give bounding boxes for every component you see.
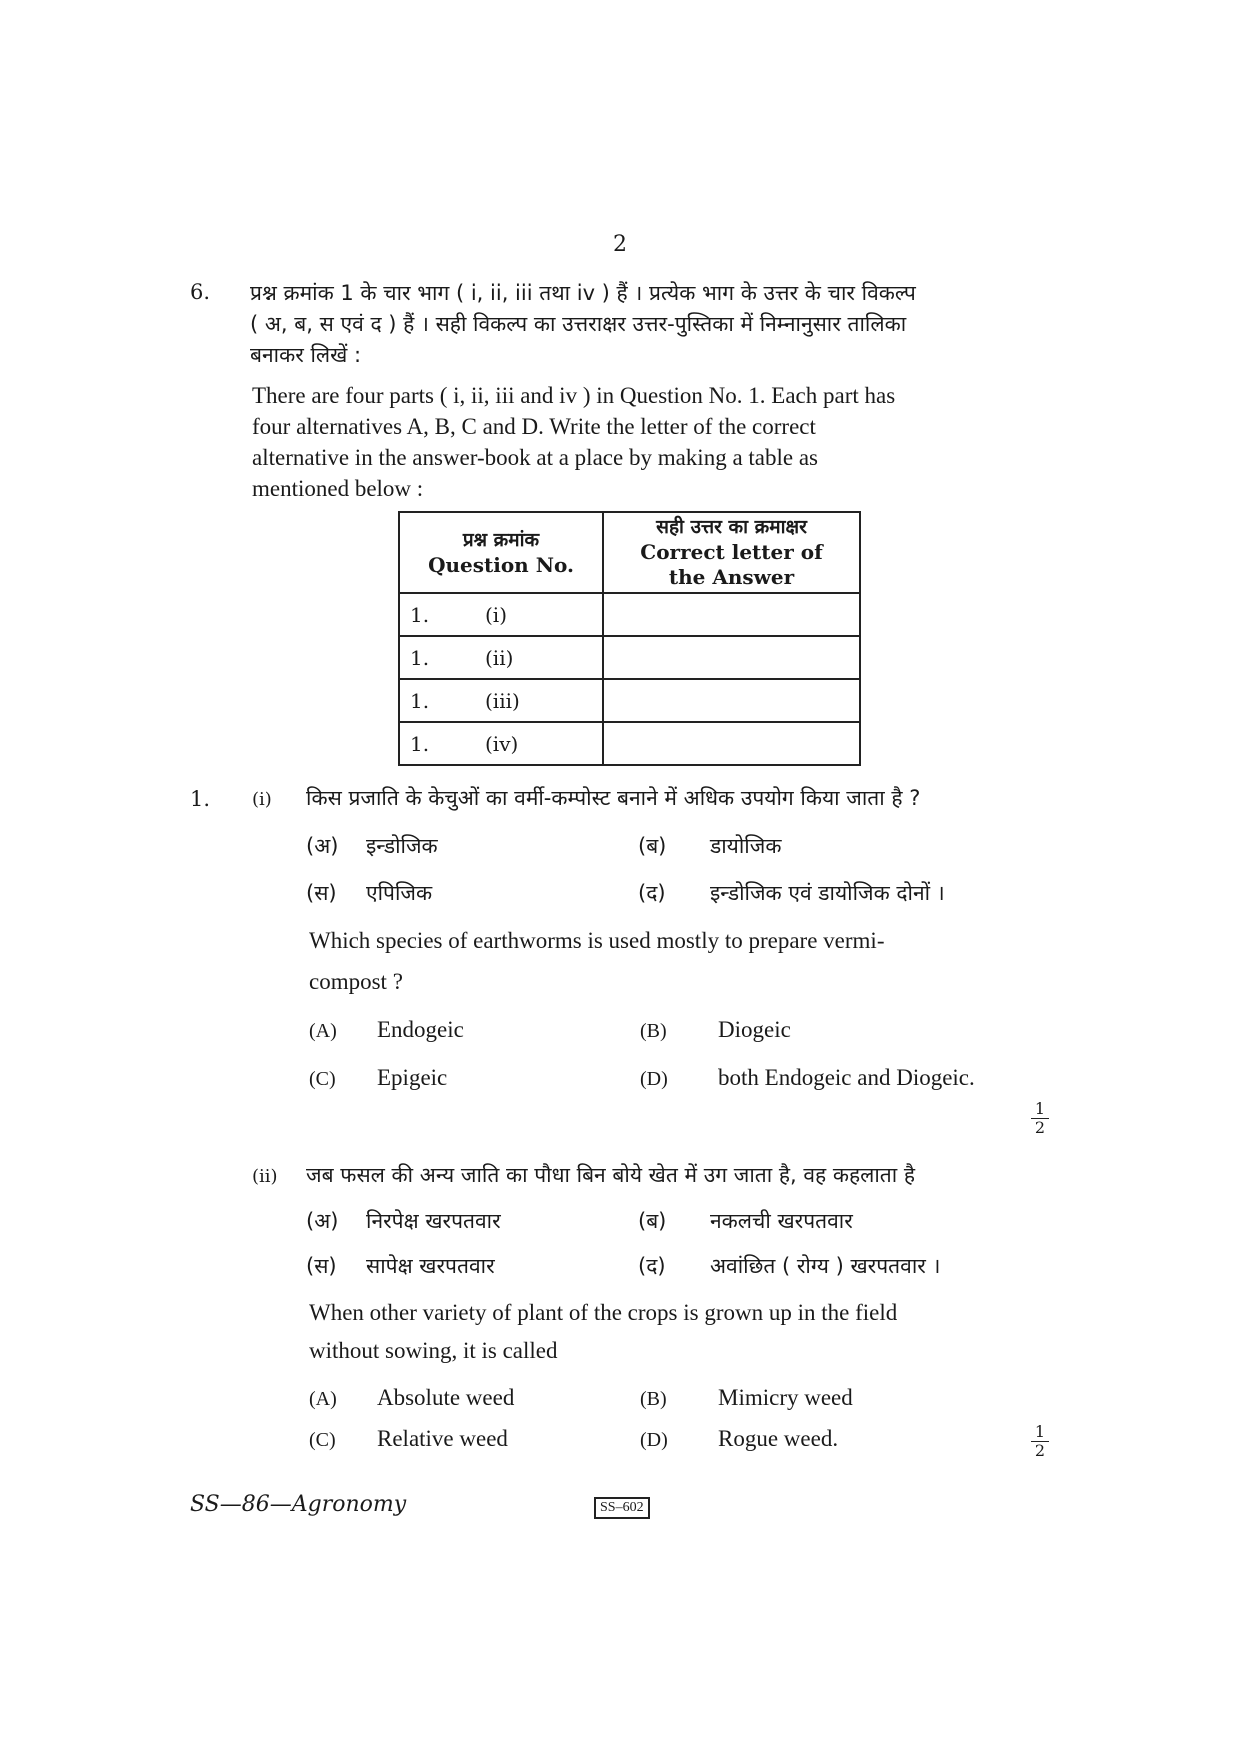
option-text: both Endogeic and Diogeic. <box>718 1065 975 1090</box>
option-label: (स) <box>306 1254 337 1278</box>
option-d-english <box>640 1065 975 1091</box>
table-cell-question <box>399 636 603 679</box>
part-label: (i) <box>252 789 272 810</box>
marks-fraction <box>1031 1423 1049 1460</box>
option-label: (C) <box>309 1068 336 1090</box>
table-row <box>399 679 860 722</box>
header-hindi: सही उत्तर का क्रमाक्षर <box>656 516 807 538</box>
option-c-english <box>309 1065 447 1091</box>
option-text: इन्डोजिक <box>366 834 438 858</box>
instruction-english-line: mentioned below : <box>252 476 424 501</box>
option-text: निरपेक्ष खरपतवार <box>366 1209 501 1233</box>
option-c-hindi <box>306 1252 495 1280</box>
header-english: Question No. <box>428 552 574 577</box>
table-header-question <box>399 512 603 593</box>
header-hindi: प्रश्न क्रमांक <box>462 528 540 551</box>
instruction-english-line: There are four parts ( i, ii, iii and iv ) in Question No. 1. Each part has <box>252 383 896 408</box>
row-num: 1. <box>410 645 430 670</box>
question-english-text: When other variety of plant of the crops is grown up in the field <box>309 1300 898 1325</box>
marks-denominator: 2 <box>1031 1441 1049 1460</box>
instruction-hindi-line: ( अ, ब, स एवं द ) हैं । सही विकल्प का उत्तराक्षर उत्तर-पुस्तिका में निम्नानुसार तालिका <box>250 312 907 336</box>
question-number: 1. <box>190 787 211 811</box>
instruction-english-line: alternative in the answer-book at a place by making a table as <box>252 445 819 470</box>
option-c-hindi <box>306 879 432 907</box>
option-label: (B) <box>640 1020 667 1042</box>
option-b-english <box>640 1017 791 1043</box>
option-c-english <box>309 1426 508 1452</box>
option-text: Relative weed <box>377 1426 508 1451</box>
option-label: (द) <box>638 881 666 905</box>
option-text: Rogue weed. <box>718 1426 839 1451</box>
option-d-hindi <box>638 1252 941 1280</box>
option-text: सापेक्ष खरपतवार <box>366 1254 495 1278</box>
marks-numerator: 1 <box>1034 1099 1046 1118</box>
table-cell-answer <box>603 593 860 636</box>
option-text: Endogeic <box>377 1017 464 1042</box>
table-cell-answer <box>603 679 860 722</box>
option-d-english <box>640 1426 838 1452</box>
table-row <box>399 593 860 636</box>
part-label: (ii) <box>252 1166 278 1187</box>
option-text: Epigeic <box>377 1065 448 1090</box>
marks-fraction <box>1031 1100 1049 1137</box>
instruction-hindi <box>250 278 1060 371</box>
option-b-hindi <box>638 832 781 860</box>
question-hindi-text: जब फसल की अन्य जाति का पौधा बिन बोये खेत में उग जाता है, वह कहलाता है <box>306 1163 916 1187</box>
row-part: (i) <box>485 602 508 627</box>
option-label: (B) <box>640 1388 667 1410</box>
header-english: Correct letter of <box>640 540 823 564</box>
option-label: (स) <box>306 881 337 905</box>
option-text: Mimicry weed <box>718 1385 853 1410</box>
instruction-english-line: four alternatives A, B, C and D. Write the letter of the correct <box>252 414 816 439</box>
option-label: (C) <box>309 1429 336 1451</box>
row-part: (iv) <box>485 731 519 756</box>
option-text: इन्डोजिक एवं डायोजिक दोनों । <box>710 881 945 905</box>
instruction-english <box>252 380 1060 504</box>
marks-numerator: 1 <box>1034 1422 1046 1441</box>
option-text: अवांछित ( रोग्य ) खरपतवार । <box>710 1254 941 1278</box>
row-part: (ii) <box>485 645 514 670</box>
option-label: (A) <box>309 1388 337 1410</box>
page-number: 2 <box>613 232 627 257</box>
option-label: (ब) <box>638 834 667 858</box>
row-part: (iii) <box>485 688 520 713</box>
row-num: 1. <box>410 602 430 627</box>
table-header-answer <box>603 512 860 593</box>
table-cell-question <box>399 722 603 765</box>
option-d-hindi <box>638 879 945 907</box>
option-text: डायोजिक <box>710 834 782 858</box>
question-english-text: without sowing, it is called <box>309 1338 558 1363</box>
option-text: Diogeic <box>718 1017 791 1042</box>
option-a-english <box>309 1385 514 1411</box>
table-row <box>399 636 860 679</box>
option-a-hindi <box>306 1207 501 1235</box>
option-b-hindi <box>638 1207 853 1235</box>
paper-code-box: SS–602 <box>594 1497 650 1519</box>
instruction-number: 6. <box>190 280 211 304</box>
header-english: the Answer <box>668 565 795 589</box>
option-label: (ब) <box>638 1209 667 1233</box>
option-label: (अ) <box>306 834 339 858</box>
marks-denominator: 2 <box>1031 1118 1049 1137</box>
question-hindi-text: किस प्रजाति के केचुओं का वर्मी-कम्पोस्ट बनाने में अधिक उपयोग किया जाता है ? <box>306 786 921 810</box>
table-cell-question <box>399 593 603 636</box>
option-label: (A) <box>309 1020 337 1042</box>
option-a-english <box>309 1017 464 1043</box>
option-text: Absolute weed <box>377 1385 515 1410</box>
option-text: एपिजिक <box>366 881 433 905</box>
option-label: (अ) <box>306 1209 339 1233</box>
table-header-row <box>399 512 860 593</box>
row-num: 1. <box>410 688 430 713</box>
table-cell-answer <box>603 722 860 765</box>
question-english-text: compost ? <box>309 969 403 994</box>
option-label: (D) <box>640 1068 668 1090</box>
option-b-english <box>640 1385 853 1411</box>
table-cell-question <box>399 679 603 722</box>
answer-table <box>398 511 861 766</box>
option-text: नकलची खरपतवार <box>710 1209 853 1233</box>
option-label: (D) <box>640 1429 668 1451</box>
footer-subject: SS—86—Agronomy <box>190 1492 407 1517</box>
option-a-hindi <box>306 832 438 860</box>
table-cell-answer <box>603 636 860 679</box>
row-num: 1. <box>410 731 430 756</box>
instruction-hindi-line: बनाकर लिखें : <box>250 343 362 367</box>
table-row <box>399 722 860 765</box>
instruction-hindi-line: प्रश्न क्रमांक 1 के चार भाग ( i, ii, iii तथा iv ) हैं । प्रत्येक भाग के उत्तर के चार विकल्प <box>250 281 916 305</box>
option-label: (द) <box>638 1254 666 1278</box>
question-english-text: Which species of earthworms is used mostly to prepare vermi- <box>309 928 885 953</box>
